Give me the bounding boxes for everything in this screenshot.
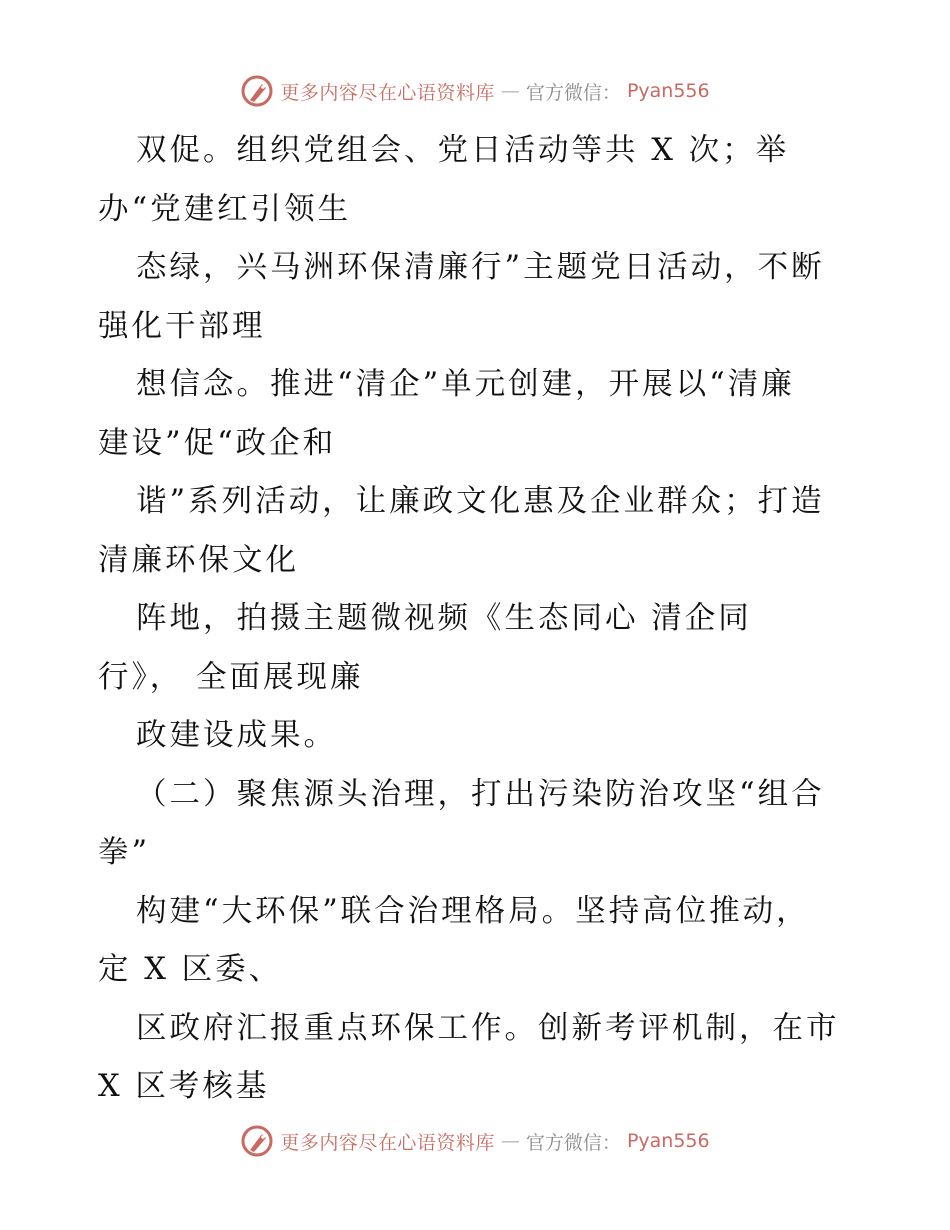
text-line: X 区考核基 (98, 1069, 270, 1104)
watermark-label: 官方微信： (525, 81, 621, 104)
text-line: 建设”促“政企和 (98, 425, 337, 461)
pen-nib-logo-icon (240, 74, 274, 108)
watermark-text: 更多内容尽在心语资料库 (280, 81, 495, 104)
text-line: 双促。组织党组会、党日活动等共 X 次；举 (136, 133, 790, 168)
watermark-handle: Pyan556 (626, 80, 710, 102)
text-line: 行》， 全面展现廉 (98, 659, 364, 695)
footer-watermark (0, 1121, 950, 1161)
text-line: 政建设成果。 (136, 718, 337, 753)
section-heading: （二）聚焦源头治理，打出污染防治攻坚“组合 (136, 776, 825, 812)
watermark-separator: — (500, 1130, 520, 1152)
section-heading-continuation: 拳” (98, 835, 151, 870)
text-line: 想信念。推进“清企”单元创建，开展以“清廉 (136, 367, 795, 402)
text-line: 定 X 区委、 (98, 952, 283, 987)
text-line: 强化干部理 (98, 308, 266, 344)
watermark-handle: Pyan556 (626, 1130, 710, 1152)
document-body (98, 122, 858, 1117)
text-line: 清廉环保文化 (98, 542, 299, 578)
header-watermark (0, 71, 950, 111)
watermark-text: 更多内容尽在心语资料库 (280, 1131, 495, 1154)
watermark-separator: — (500, 80, 520, 102)
pen-nib-logo-icon (240, 1124, 274, 1158)
watermark-label: 官方微信： (525, 1131, 621, 1154)
text-line: 态绿，兴马洲环保清廉行”主题党日活动，不断 (136, 250, 825, 285)
text-line: 构建“大环保”联合治理格局。坚持高位推动， (136, 893, 810, 929)
text-line: 谐”系列活动，让廉政文化惠及企业群众；打造 (136, 484, 825, 519)
text-line: 区政府汇报重点环保工作。创新考评机制，在市 (136, 1010, 840, 1046)
text-line: 阵地，拍摄主题微视频《生态同心 清企同 (136, 601, 752, 636)
text-line: 办“党建红引领生 (98, 191, 352, 227)
